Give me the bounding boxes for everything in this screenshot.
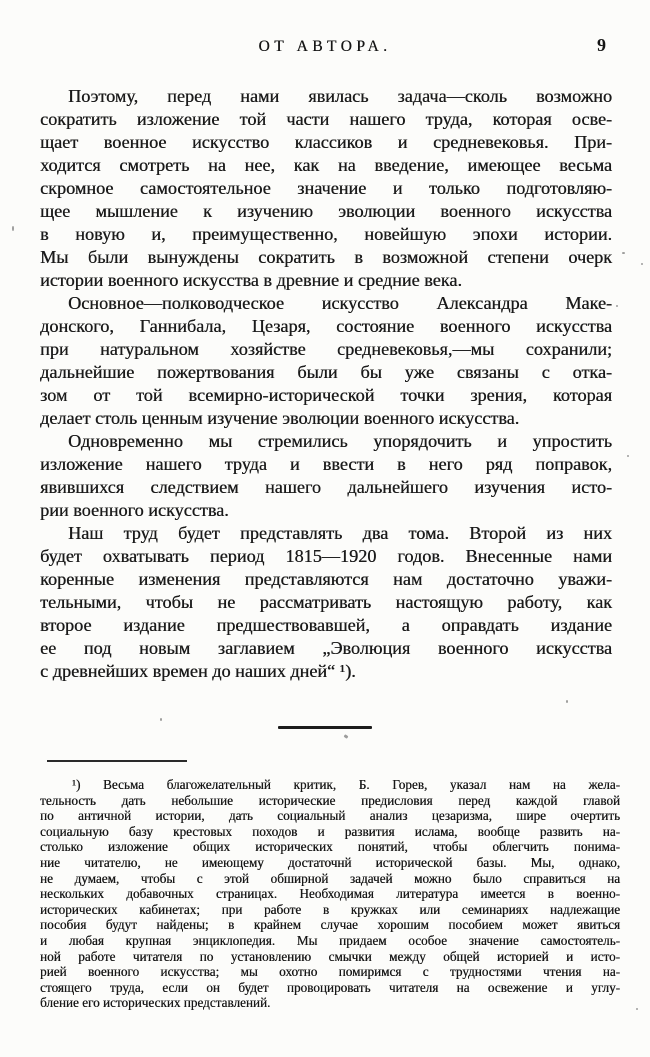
text-line: щее мышление к изучению эволюции военного искусства xyxy=(40,201,612,221)
text-line: ной работе читателя по установлению смычки между общей историей и исто- xyxy=(40,948,620,964)
scan-speck xyxy=(636,1008,638,1010)
text-line: ¹) Весьма благожелательный критик, Б. Горев, указал нам на жела- xyxy=(72,777,620,792)
text-line: ходится смотреть на нее, как на введение, имеющее весьма xyxy=(40,155,612,175)
section-divider xyxy=(278,726,372,729)
text-line: Основное—полководческое искусство Александра Маке- xyxy=(68,293,612,313)
text-line: коренные изменения представляются нам достаточно уважи- xyxy=(40,569,612,589)
page-number: 9 xyxy=(597,35,606,55)
text-line: с древнейших времен до наших дней“ ¹). xyxy=(40,661,356,681)
text-line: рией военного искусства; мы охотно помиримся с трудностями чтения на- xyxy=(40,964,620,980)
text-line: сократить изложение той части нашего труда, которая осве- xyxy=(40,109,612,129)
text-line: бление его исторических представлений. xyxy=(40,995,271,1011)
footnote-rule xyxy=(47,760,187,762)
text-line: Поэтому, перед нами явилась задача—сколь возможно xyxy=(68,86,612,106)
text-line: социальную базу крестовых походов и развития ислама, вообще развить на- xyxy=(40,823,620,839)
text-line: ние читателю, не имеющему достаточнй исторической базы. Мы, однако, xyxy=(40,854,620,870)
scan-speck xyxy=(344,734,349,739)
scan-speck xyxy=(622,252,625,254)
text-line: и любая крупная энциклопедия. Мы придаем особое значение самостоятель- xyxy=(40,932,620,948)
text-line: тельными, чтобы не рассматривать настоящую работу, как xyxy=(40,592,612,612)
text-line: Наш труд будет представлять два тома. Второй из них xyxy=(68,523,612,543)
text-line: тельность дать небольшие исторические предисловия перед каждой главой xyxy=(40,792,620,808)
text-line: столько изложение общих исторических понятий, чтобы облегчить понима- xyxy=(40,839,620,855)
text-line: второе издание предшествовавшей, а оправдать издание xyxy=(40,615,612,635)
text-line: рии военного искусства. xyxy=(40,500,229,520)
text-line: явившихся следствием нашего дальнейшего изучения исто- xyxy=(40,477,612,497)
text-line: дальнейшие пожертвования были бы уже связаны с отка- xyxy=(40,362,612,382)
text-line: изложение нашего труда и ввести в него ряд поправок, xyxy=(40,454,612,474)
scan-speck xyxy=(616,305,618,307)
text-line: нескольких добавочных страницах. Необходимая литература имеется в военно- xyxy=(40,886,620,902)
paragraph xyxy=(40,777,620,1011)
scan-speck xyxy=(160,718,162,721)
paragraph xyxy=(40,430,612,522)
scan-speck xyxy=(627,455,629,457)
text-line: по античной истории, дать социальный анализ цезаризма, шире очертить xyxy=(40,808,620,824)
text-line: скромное самостоятельное значение и только подготовляю- xyxy=(40,178,612,198)
scan-speck xyxy=(641,263,643,265)
paragraph xyxy=(40,292,612,430)
text-line: делает столь ценным изучение эволюции военного искусства. xyxy=(40,408,520,428)
text-line: не думаем, чтобы с этой обширной задачей можно было справиться на xyxy=(40,870,620,886)
scan-speck xyxy=(566,700,568,703)
text-line: донского, Ганнибала, Цезаря, состояние военного искусства xyxy=(40,316,612,336)
text-line: ее под новым заглавием „Эволюция военного искусства xyxy=(40,638,612,658)
paragraph xyxy=(40,85,612,292)
running-title: ОТ АВТОРА. xyxy=(258,38,392,55)
scan-speck xyxy=(12,226,14,231)
page-body xyxy=(40,85,612,683)
text-line: щает военное искусство классиков и средневековья. При- xyxy=(40,132,612,152)
text-line: пособия будут найдены; в крайнем случае хорошим пособием может явиться xyxy=(40,917,620,933)
text-line: зом от той всемирно-исторической точки зрения, которая xyxy=(40,385,612,405)
text-line: исторических кабинетах; при работе в кружках или семинариях надлежащие xyxy=(40,901,620,917)
text-line: при натуральном хозяйстве средневековья,—мы сохранили; xyxy=(40,339,612,359)
text-line: в новую и, преимущественно, новейшую эпохи истории. xyxy=(40,224,612,244)
paragraph xyxy=(40,522,612,683)
text-line: Одновременно мы стремились упорядочить и упростить xyxy=(68,431,612,451)
page-header xyxy=(0,0,650,60)
text-line: истории военного искусства в древние и средние века. xyxy=(40,270,462,290)
footnote xyxy=(40,777,620,1011)
text-line: стоящего труда, если он будет провоцировать читателя на освежение и углу- xyxy=(40,979,620,995)
text-line: будет охватывать период 1815—1920 годов. Внесенные нами xyxy=(40,546,612,566)
text-line: Мы были вынуждены сократить в возможной степени очерк xyxy=(40,247,612,267)
